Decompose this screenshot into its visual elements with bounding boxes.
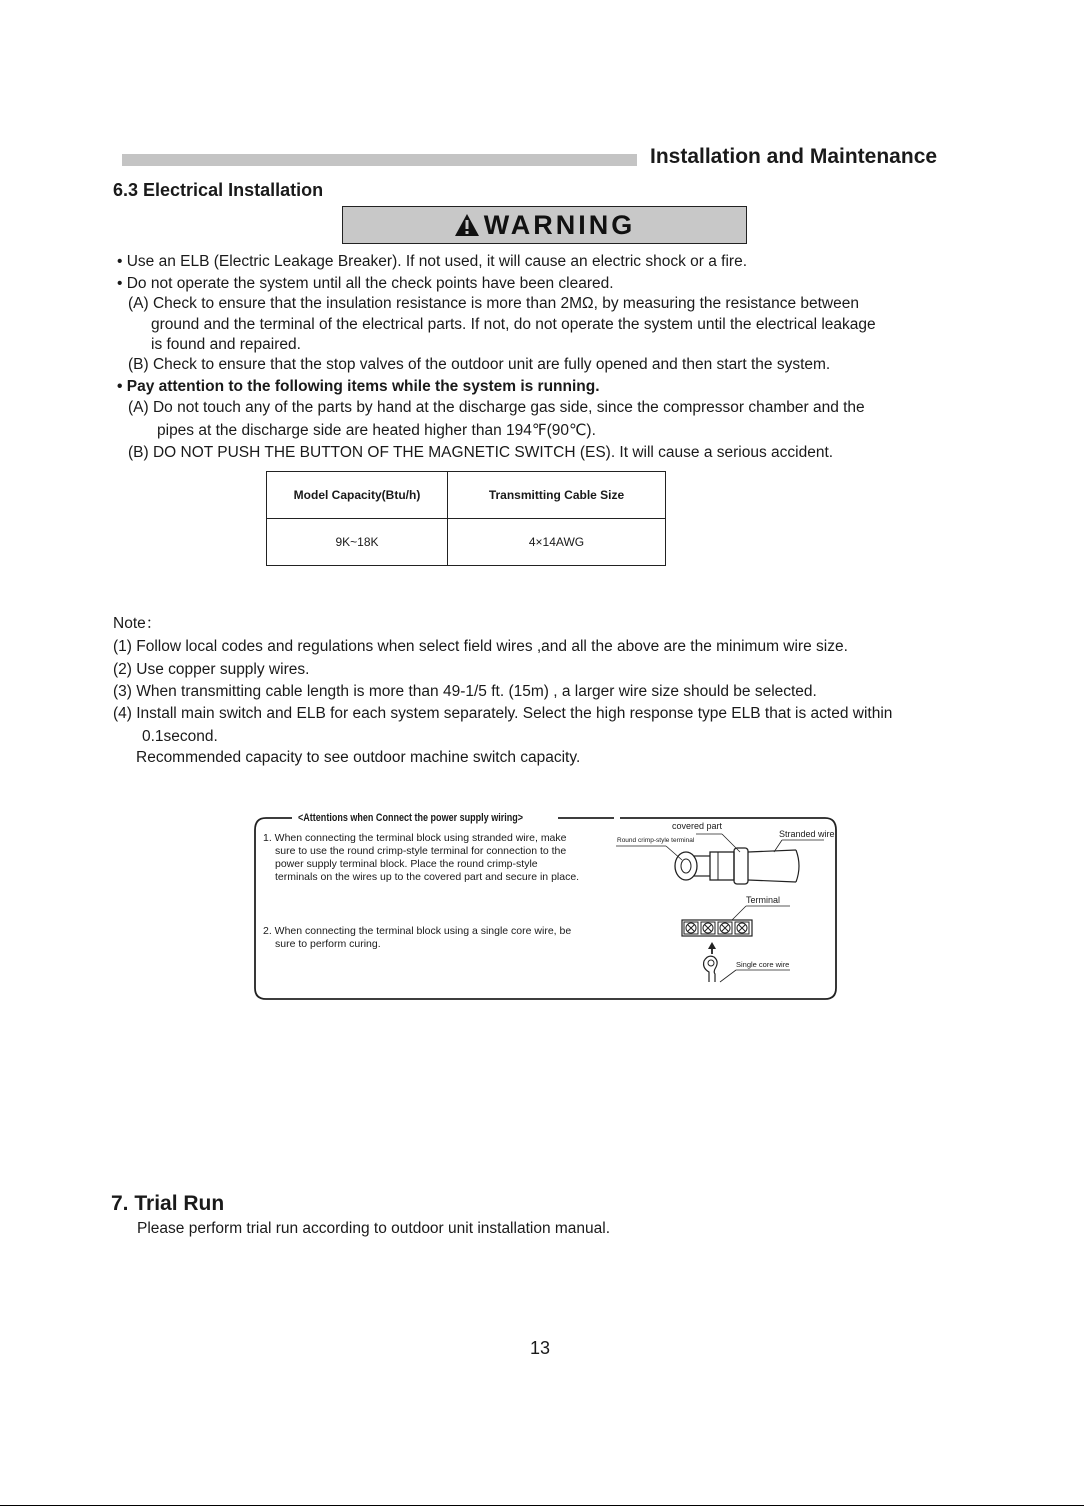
cable-size-table <box>266 471 666 566</box>
running-a-line1: (A) Do not touch any of the parts by hand at the discharge gas side, since the compressor chamber and the <box>128 399 865 416</box>
warning-banner <box>342 206 747 244</box>
note-4: (4) Install main switch and ELB for each system separately. Select the high response type ELB that is acted within <box>113 705 893 722</box>
warning-label: WARNING <box>483 209 636 240</box>
trial-run-title: 7. Trial Run <box>111 1192 225 1215</box>
label-terminal: Terminal <box>746 895 781 905</box>
header-title: Installation and Maintenance <box>650 145 938 168</box>
trial-run-text: Please perform trial run according to outdoor unit installation manual. <box>137 1220 611 1237</box>
check-a-line3: is found and repaired. <box>151 336 301 353</box>
check-a-line1: (A) Check to ensure that the insulation resistance is more than 2MΩ, by measuring the resistance between <box>128 295 859 312</box>
check-a-line2: ground and the terminal of the electrical parts. If not, do not operate the system until the electrical leakage <box>151 316 876 333</box>
table-cell-cable: 4×14AWG <box>448 519 666 566</box>
bullet-attention: • Pay attention to the following items while the system is running. <box>117 378 600 395</box>
attention-item1-line1: 1. When connecting the terminal block using stranded wire, make <box>263 832 567 844</box>
section-title: 6.3 Electrical Installation <box>113 180 324 200</box>
attention-item2-line1: 2. When connecting the terminal block using a single core wire, be <box>263 925 572 937</box>
bullet-elb: • Use an ELB (Electric Leakage Breaker). If not used, it will cause an electric shock or a fire. <box>117 253 748 270</box>
table-cell-capacity: 9K~18K <box>267 519 448 566</box>
label-covered-part: covered part <box>672 821 723 831</box>
table-header-capacity: Model Capacity(Btu/h) <box>267 472 448 519</box>
note-1: (1) Follow local codes and regulations when select field wires ,and all the above are the minimum wire size. <box>113 638 848 655</box>
attention-item1-line3: power supply terminal block. Place the round crimp-style <box>275 858 538 870</box>
terminal-block-diagram <box>672 892 838 996</box>
page-number: 13 <box>530 1338 551 1358</box>
attention-title: <Attentions when Connect the power supply wiring> <box>298 812 524 824</box>
attention-item2-line2: sure to perform curing. <box>275 938 381 950</box>
attention-panel <box>252 812 838 1004</box>
warning-triangle-icon <box>454 213 480 237</box>
note-heading: Note： <box>113 615 162 632</box>
label-stranded-wire: Stranded wire <box>779 829 835 839</box>
running-b-line: (B) DO NOT PUSH THE BUTTON OF THE MAGNETIC SWITCH (ES). It will cause a serious accident. <box>128 444 834 461</box>
label-round-crimp: Round crimp-style terminal <box>617 837 695 844</box>
running-a-line2: pipes at the discharge side are heated higher than 194℉(90℃). <box>157 422 596 439</box>
table-header-cable: Transmitting Cable Size <box>448 472 666 519</box>
note-3: (3) When transmitting cable length is more than 49-1/5 ft. (15m) , a larger wire size should be selected. <box>113 683 817 700</box>
check-b-line: (B) Check to ensure that the stop valves of the outdoor unit are fully opened and then start the system. <box>128 356 831 373</box>
note-5: Recommended capacity to see outdoor machine switch capacity. <box>136 749 581 766</box>
bullet-check-points: • Do not operate the system until all the check points have been cleared. <box>117 275 614 292</box>
note-2: (2) Use copper supply wires. <box>113 661 310 678</box>
table-row <box>267 519 666 566</box>
attention-item1-line4: terminals on the wires up to the covered part and secure in place. <box>275 871 580 883</box>
header-rule <box>122 154 637 166</box>
note-4-cont: 0.1second. <box>142 728 218 745</box>
label-single-core: Single core wire <box>736 960 790 969</box>
attention-item1-line2: sure to use the round crimp-style terminal for connection to the <box>275 845 567 857</box>
bottom-rule <box>0 1505 1084 1506</box>
